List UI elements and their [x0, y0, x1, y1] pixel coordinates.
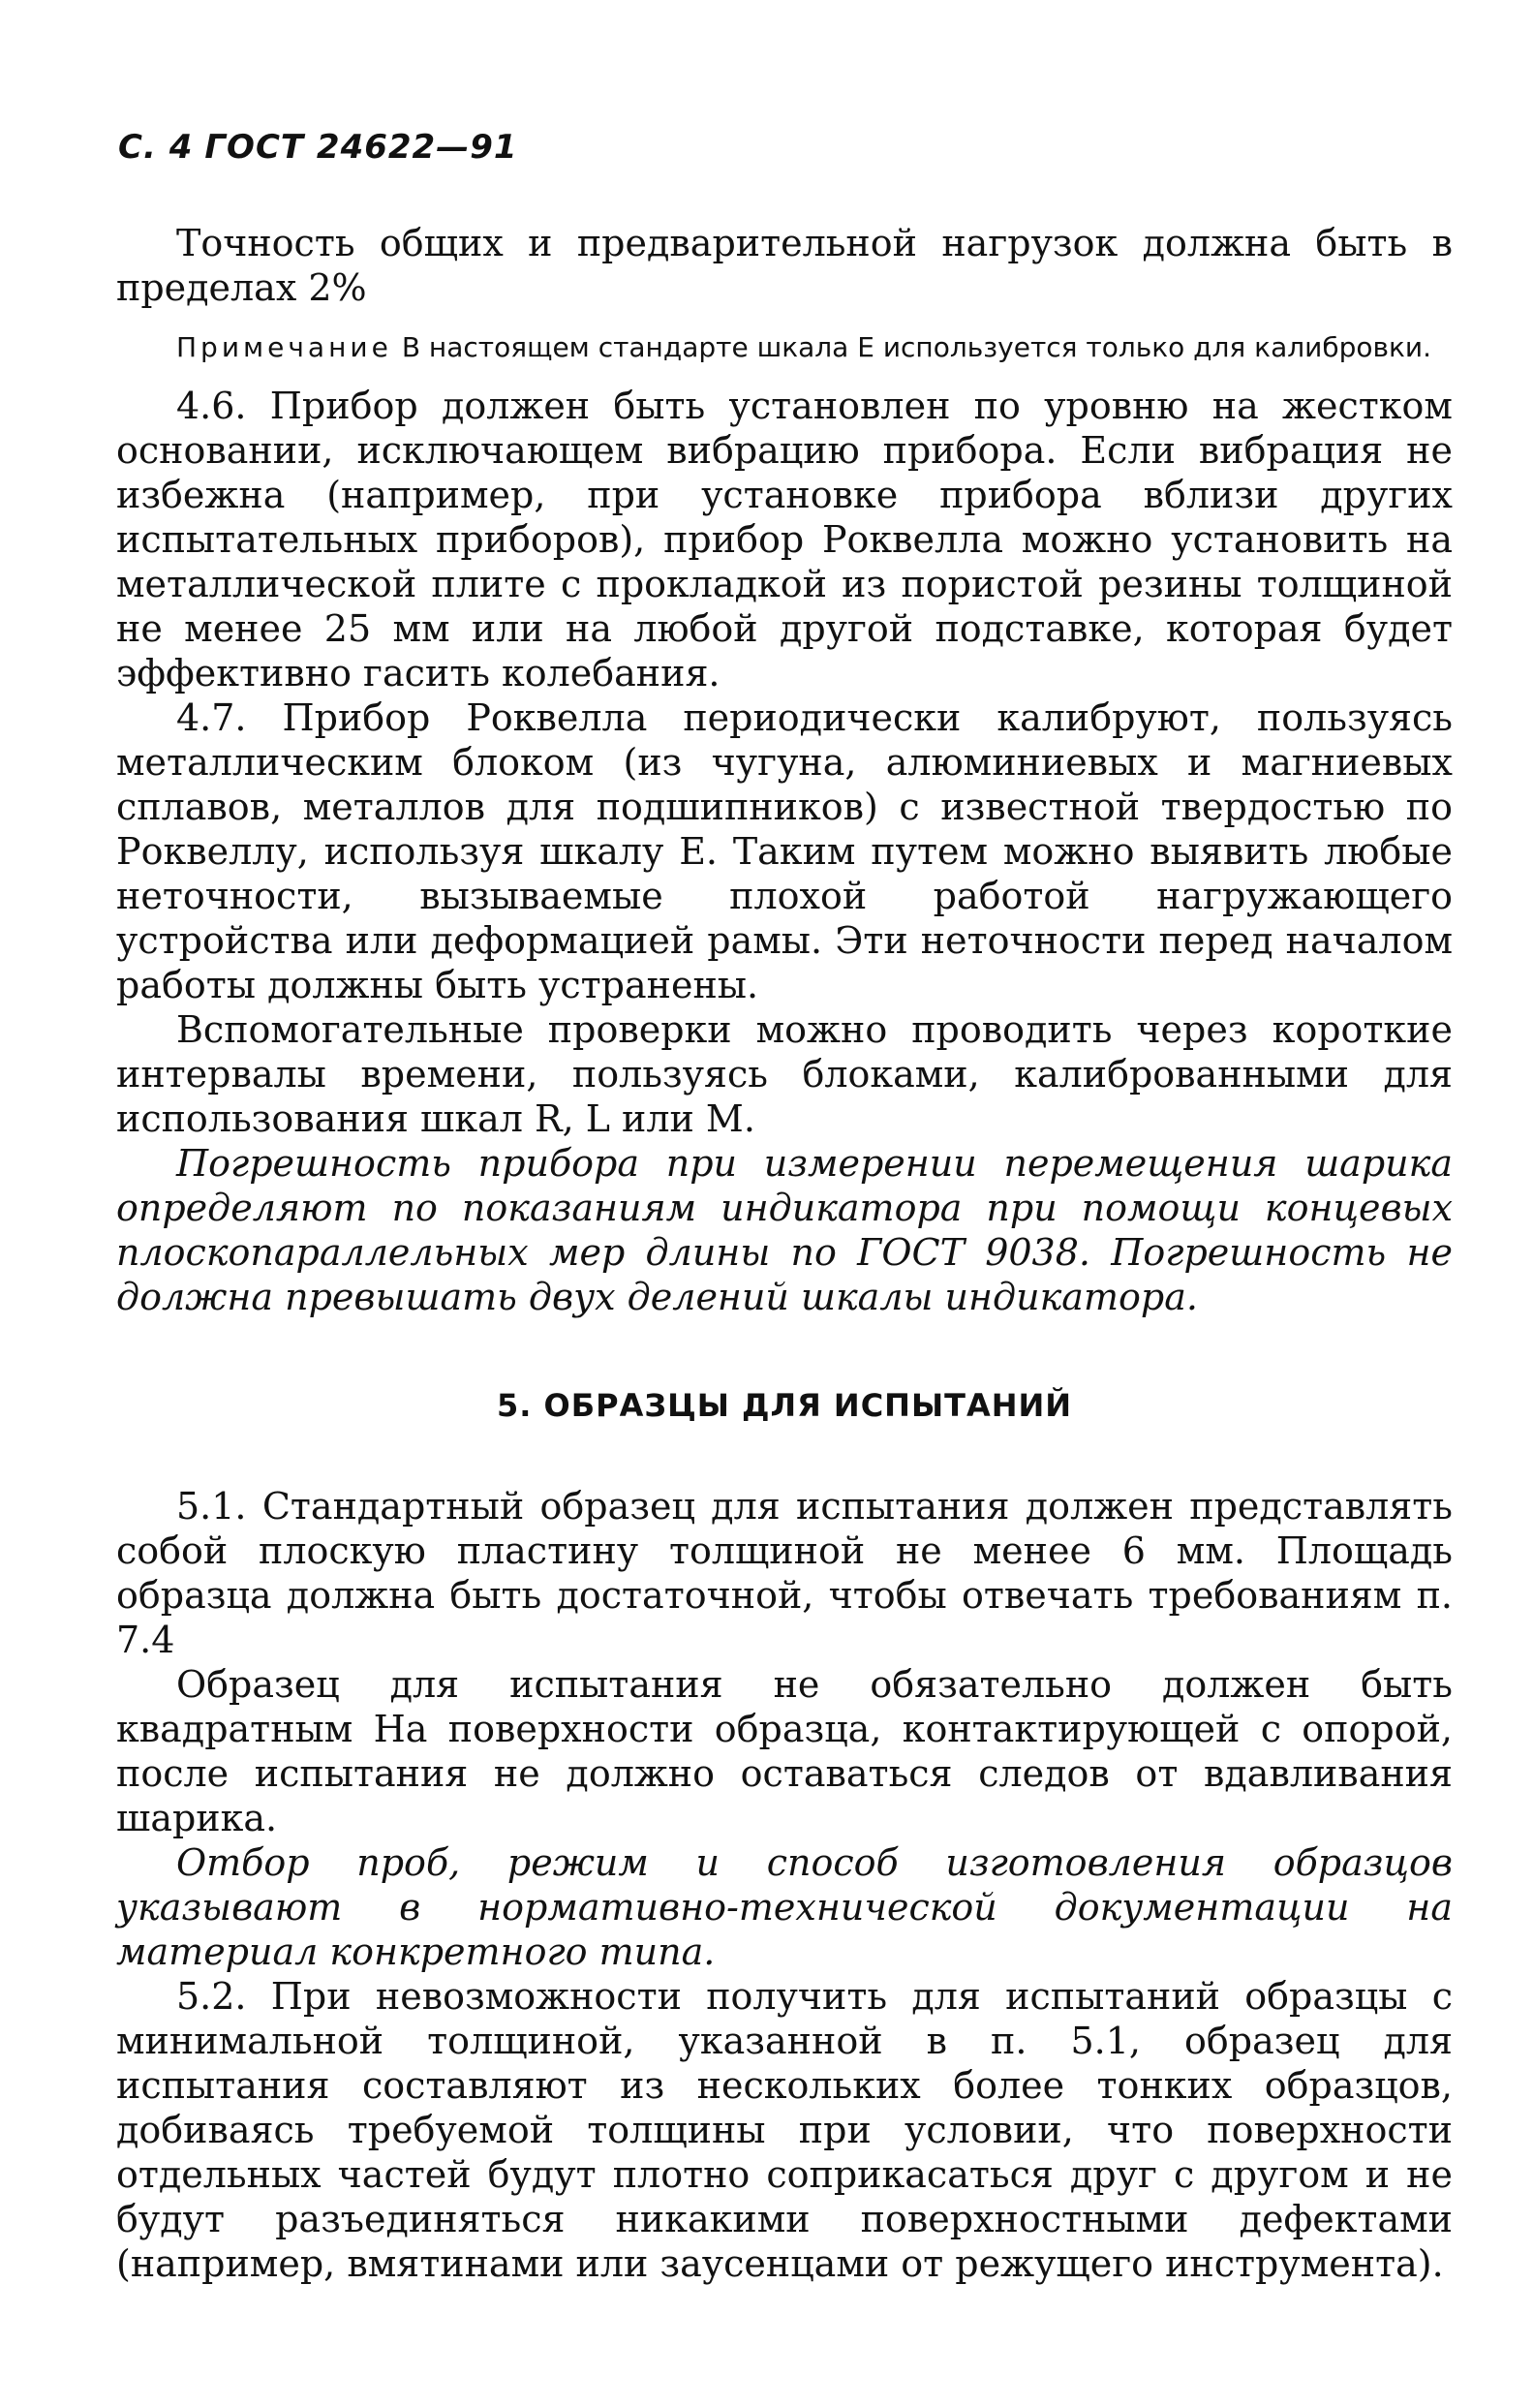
paragraph-5-2: 5.2. При невозможности получить для испытаний образцы с минимальной толщиной, указанной в п. 5.1, образец для испытания составляют из нескольких более тонких образцов, добиваясь требуемой толщины при условии, что поверхности отдельных частей будут плотно соприкасаться друг с другом и не будут разъединяться никакими поверхностными дефектами (например, вмятинами или заусенцами от режущего инструмента).	[116, 1975, 1453, 2285]
paragraph-instrument-error: Погрешность прибора при измерении перемещения шарика определяют по показаниям индикатора при помощи концевых плоскопараллельных мер длины по ГОСТ 9038. Погрешность не должна превышать двух делений шкалы индикатора.	[116, 1142, 1453, 1318]
note-text: В настоящем стандарте шкала Е используется только для калибровки.	[401, 331, 1432, 363]
paragraph-4-7: 4.7. Прибор Роквелла периодически калибруют, пользуясь металлическим блоком (из чугуна, алюминиевых и магниевых сплавов, металлов для подшипников) с известной твердостью по Роквеллу, используя шкалу Е. Таким путем можно выявить любые неточности, вызываемые плохой работой нагружающего устройства или деформацией рамы. Эти неточности перед началом работы должны быть устранены.	[116, 696, 1453, 1006]
paragraph-sampling: Отбор проб, режим и способ изготовления образцов указывают в нормативно-технической документации на материал конкретного типа.	[116, 1841, 1453, 1973]
page-number: С. 4	[118, 128, 194, 167]
paragraph-load-accuracy: Точность общих и предварительной нагрузок должна быть в пределах 2%	[116, 222, 1453, 309]
paragraph-5-1: 5.1. Стандартный образец для испытания должен представлять собой плоскую пластину толщиной не менее 6 мм. Площадь образца должна быть достаточной, чтобы отвечать требованиям п. 7.4	[116, 1485, 1453, 1661]
paragraph-auxiliary-checks: Вспомогательные проверки можно проводить через короткие интервалы времени, пользуясь блоками, калиброванными для использования шкал R, L или M.	[116, 1008, 1453, 1140]
section-5-title: 5. ОБРАЗЦЫ ДЛЯ ИСПЫТАНИЙ	[496, 1387, 1073, 1424]
standard-designation: ГОСТ 24622—91	[204, 128, 518, 167]
paragraph-specimen-shape: Образец для испытания не обязательно должен быть квадратным На поверхности образца, контактирующей с опорой, после испытания не должно оставаться следов от вдавливания шарика.	[116, 1663, 1453, 1839]
page-content	[116, 221, 1453, 2286]
note-label: Примечание	[176, 331, 392, 363]
page-header	[118, 128, 530, 167]
paragraph-4-6: 4.6. Прибор должен быть установлен по уровню на жестком основании, исключающем вибрацию прибора. Если вибрация не избежна (например, при установке прибора вблизи других испытательных приборов), прибор Роквелла можно установить на металлической плите с прокладкой из пористой резины толщиной не менее 25 мм или на любой другой подставке, которая будет эффективно гасить колебания.	[116, 385, 1453, 695]
note	[116, 331, 1453, 364]
